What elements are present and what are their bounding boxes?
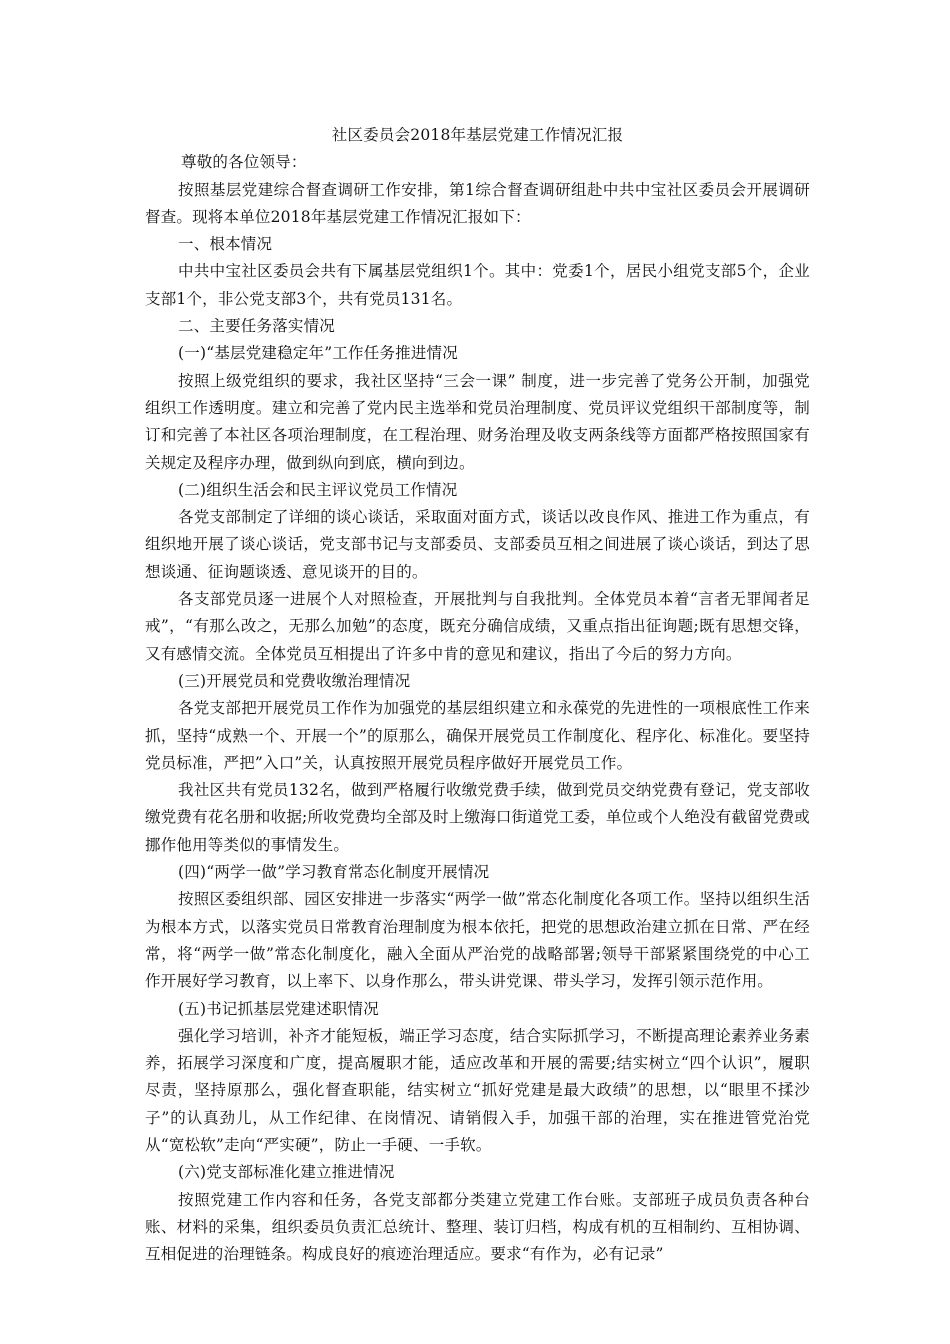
subsection-heading-6: (六)党支部标准化建立推进情况 <box>178 1163 395 1182</box>
section-heading-main-tasks: 二、主要任务落实情况 <box>178 317 336 336</box>
subsection-3-paragraph-1: 各党支部把开展党员工作作为加强党的基层组织建立和永葆党的先进性的一项根底性工作来抓，坚持“成熟一个、开展一个”的原那么，确保开展党员工作制度化、程序化、标准化。要坚持党员标准，严把”入口”关，认真按照开展党员程序做好开展党员工作。 <box>145 699 810 772</box>
subsection-heading-1: (一)“基层党建稳定年”工作任务推进情况 <box>178 344 458 363</box>
subsection-heading-2: (二)组织生活会和民主评议党员工作情况 <box>178 480 458 499</box>
subsection-heading-4: (四)“两学一做”学习教育常态化制度开展情况 <box>178 863 490 882</box>
subsection-2-paragraph-1: 各党支部制定了详细的谈心谈话，采取面对面方式，谈话以改良作风、推进工作为重点，有组织地开展了谈心谈话，党支部书记与支部委员、支部委员互相之间进展了谈心谈话，到达了思想谈通、征询题谈透、意见谈开的目的。 <box>145 508 810 581</box>
section-heading-basic: 一、根本情况 <box>178 235 273 254</box>
subsection-2-paragraph-2: 各支部党员逐一进展个人对照检查，开展批判与自我批判。全体党员本着“言者无罪闻者足戒”，“有那么改之，无那么加勉”的态度，既充分确信成绩，又重点指出征询题;既有思想交锋，又有感情交流。全体党员互相提出了许多中肯的意见和建议，指出了今后的努力方向。 <box>145 590 810 663</box>
subsection-heading-3: (三)开展党员和党费收缴治理情况 <box>178 671 411 690</box>
document-title: 社区委员会2018年基层党建工作情况汇报 <box>331 126 624 144</box>
subsection-6-paragraph: 按照党建工作内容和任务，各党支部都分类建立党建工作台账。支部班子成员负责各种台账、材料的采集，组织委员负责汇总统计、整理、装订归档，构成有机的互相制约、互相协调、互相促进的治理链条。构成良好的痕迹治理适应。要求“有作为，必有记录” <box>145 1190 810 1264</box>
subsection-heading-5: (五)书记抓基层党建述职情况 <box>178 999 379 1018</box>
subsection-1-paragraph: 按照上级党组织的要求，我社区坚持“三会一课” 制度，进一步完善了党务公开制，加强党组织工作透明度。建立和完善了党内民主选举和党员治理制度、党员评议党组织干部制度等，制订和完善了本社区各项治理制度，在工程治理、财务治理及收支两条线等方面都严格按照国家有关规定及程序办理，做到纵向到底，横向到边。 <box>145 371 810 472</box>
intro-paragraph: 按照基层党建综合督查调研工作安排，第1综合督查调研组赴中共中宝社区委员会开展调研督查。现将本单位2018年基层党建工作情况汇报如下： <box>145 180 810 226</box>
subsection-5-paragraph: 强化学习培训，补齐才能短板，端正学习态度，结合实际抓学习，不断提高理论素养业务素养，拓展学习深度和广度，提高履职才能，适应改革和开展的需要;结实树立“四个认识”，履职尽责，坚持原那么，强化督查职能，结实树立“抓好党建是最大政绩”的思想，以“眼里不揉沙子”的认真劲儿，从工作纪律、在岗情况、请销假入手，加强干部的治理，实在推进管党治党从“宽松软”走向“严实硬”，防止一手硬、一手软。 <box>145 1026 810 1154</box>
basic-situation-paragraph: 中共中宝社区委员会共有下属基层党组织1个。其中：党委1个，居民小组党支部5个，企业支部1个，非公党支部3个，共有党员131名。 <box>145 262 810 308</box>
subsection-4-paragraph: 按照区委组织部、园区安排进一步落实“两学一做”常态化制度化各项工作。坚持以组织生活为根本方式，以落实党员日常教育治理制度为根本依托，把党的思想政治建立抓在日常、严在经常，将“两学一做”常态化制度化，融入全面从严治党的战略部署;领导干部紧紧围绕党的中心工作开展好学习教育，以上率下、以身作那么，带头讲党课、带头学习，发挥引领示范作用。 <box>145 890 810 991</box>
subsection-3-paragraph-2: 我社区共有党员132名，做到严格履行收缴党费手续，做到党员交纳党费有登记，党支部收缴党费有花名册和收据;所收党费均全部及时上缴海口街道党工委，单位或个人绝没有截留党费或挪作他用等类似的事情发生。 <box>145 781 810 854</box>
document-body <box>145 122 810 1268</box>
salutation: 尊敬的各位领导： <box>181 153 307 172</box>
